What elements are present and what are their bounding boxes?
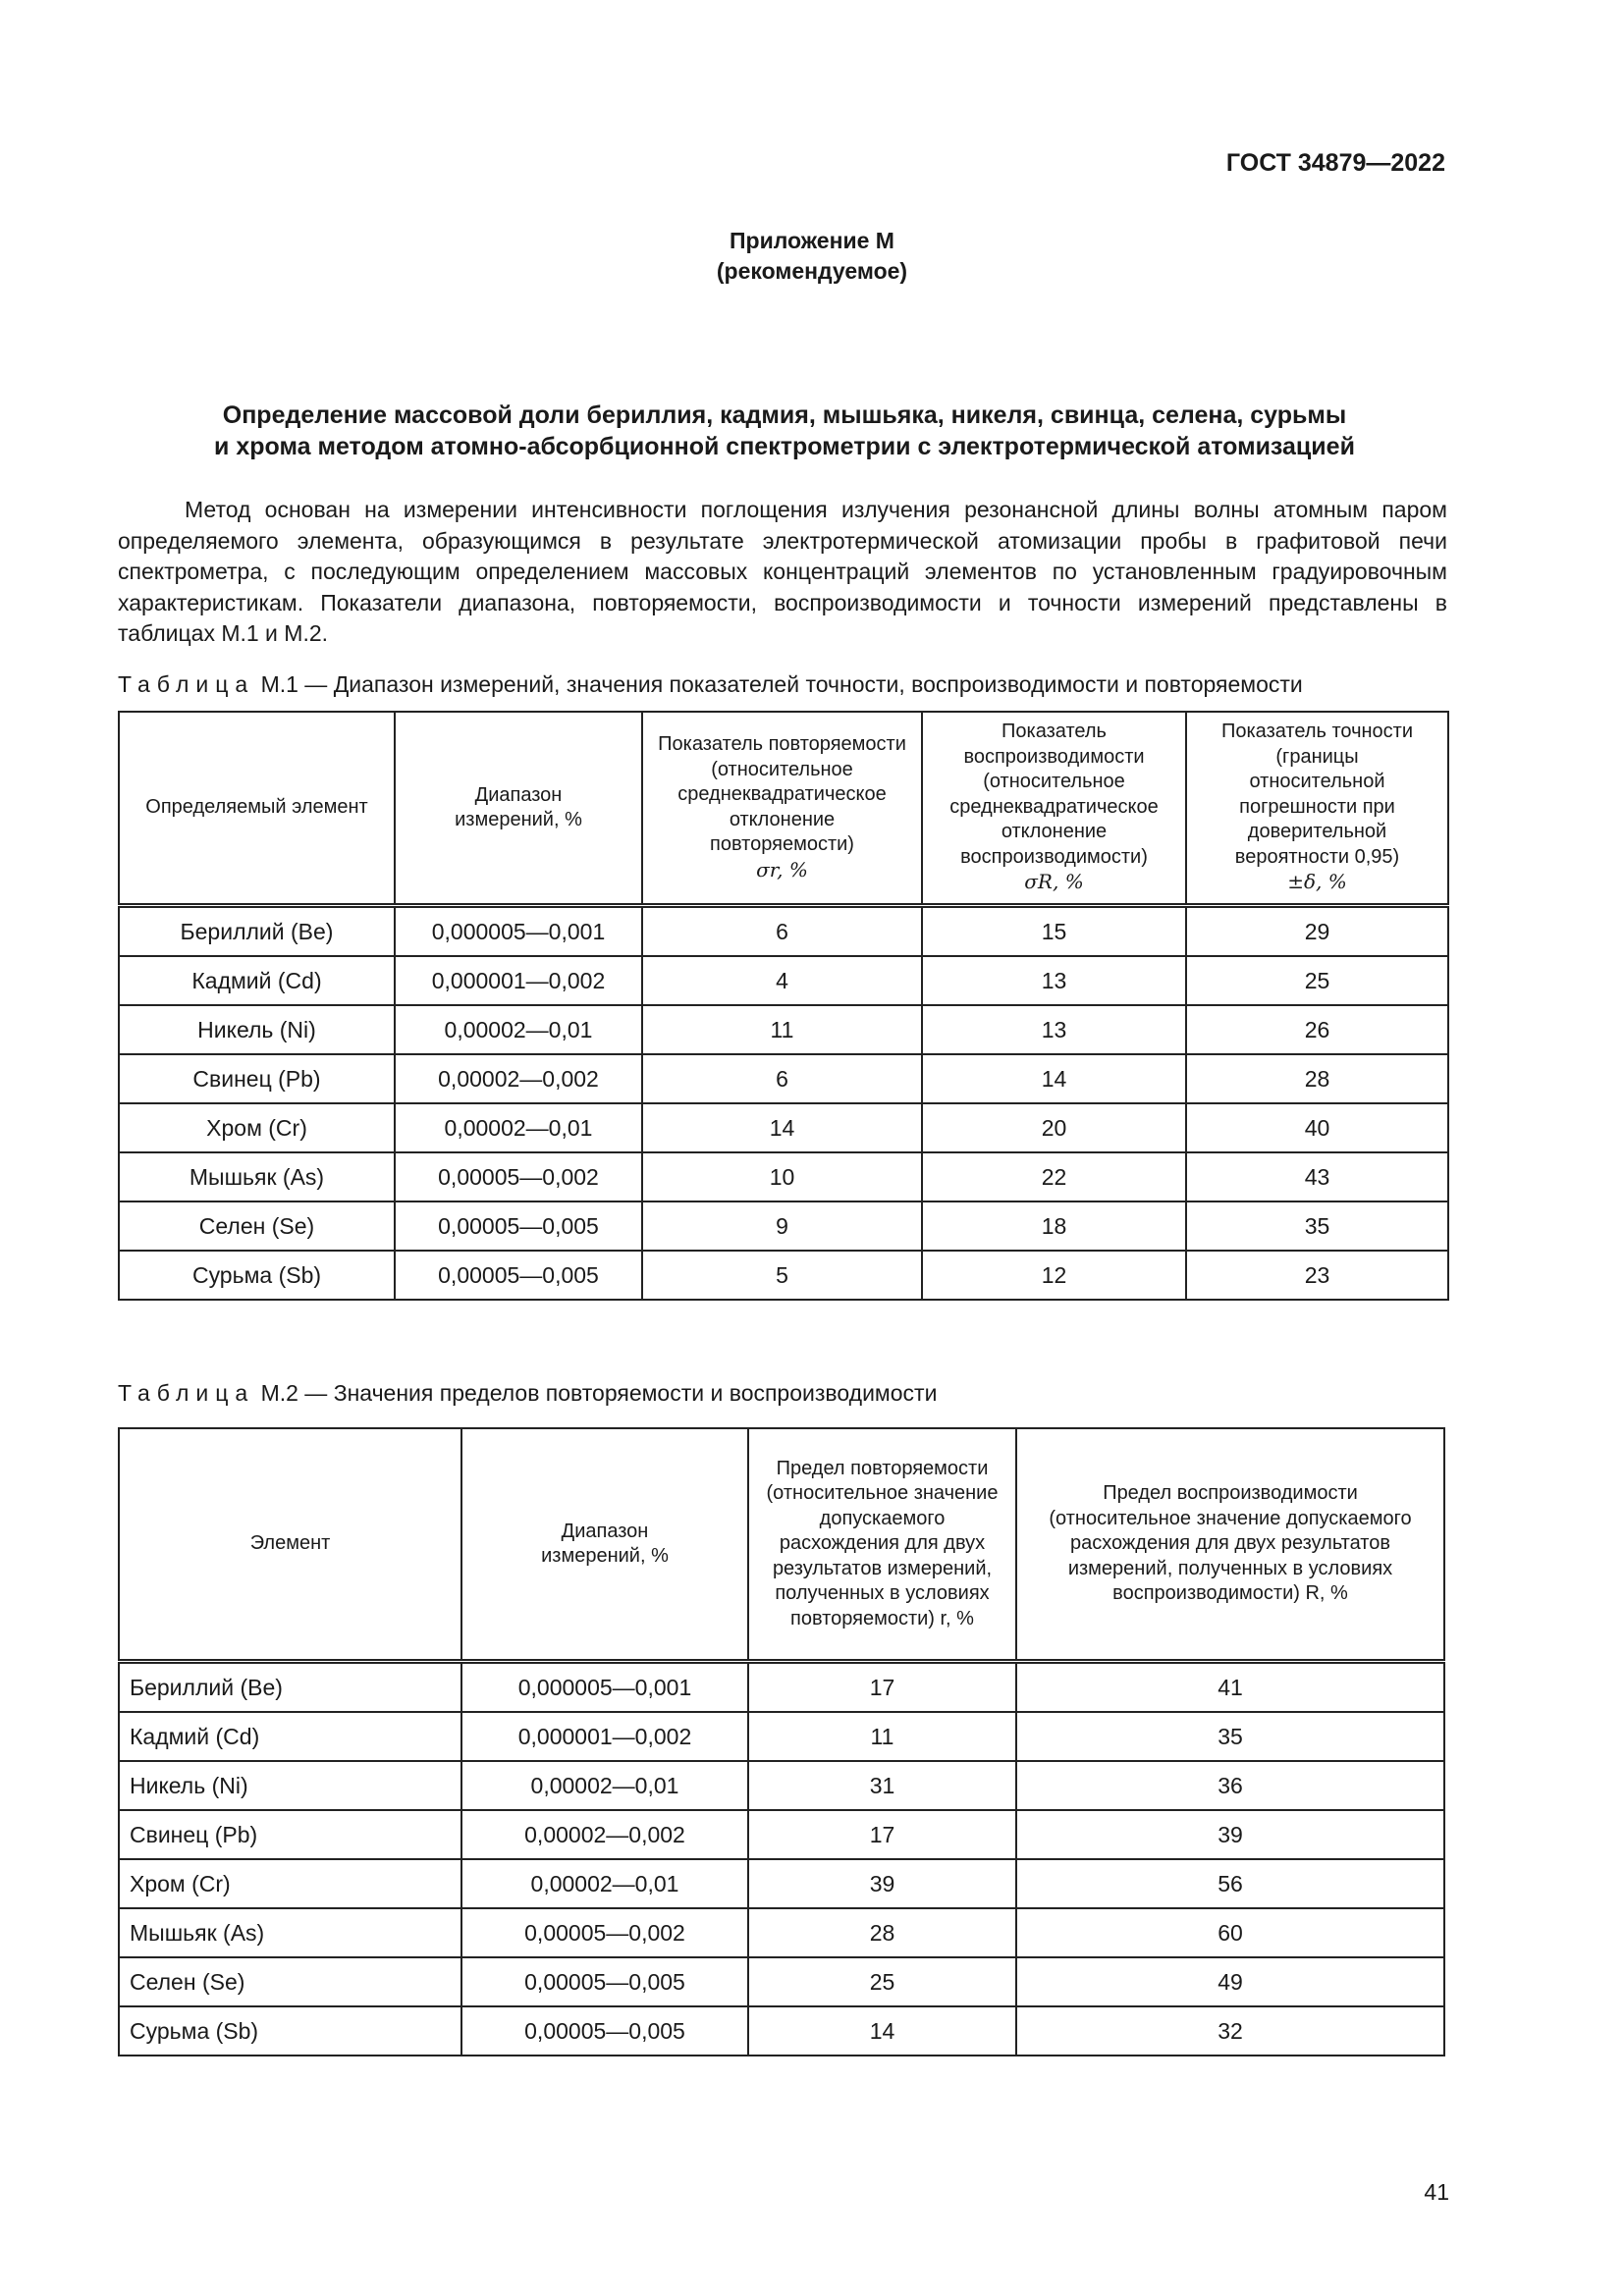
- table2-row: [119, 1957, 1444, 2006]
- table2-cell: Сурьма (Sb): [119, 2006, 461, 2056]
- table2-cell: 0,000005—0,001: [461, 1662, 748, 1713]
- table1-header-reproducibility: Показатель воспроизводимости (относительное среднеквадратическое отклонение воспроизводимости) σR, %: [922, 712, 1186, 906]
- table1-cell: 6: [642, 906, 922, 957]
- method-description: [118, 495, 1447, 650]
- table1-cell: Сурьма (Sb): [119, 1251, 395, 1300]
- table1-cell: 26: [1186, 1005, 1448, 1054]
- table1-cell: 0,000005—0,001: [395, 906, 642, 957]
- table2-header-repeatability-limit: Предел повторяемости (относительное значение допускаемого расхождения для двух результатов измерений, полученных в условиях повторяемости) r, %: [748, 1428, 1016, 1662]
- table2-cell: 41: [1016, 1662, 1444, 1713]
- table1-cell: 40: [1186, 1103, 1448, 1152]
- table2-cell: 28: [748, 1908, 1016, 1957]
- table2-cell: 17: [748, 1662, 1016, 1713]
- table2-cell: Свинец (Pb): [119, 1810, 461, 1859]
- appendix-label: Приложение М: [730, 228, 894, 253]
- table1-row: [119, 906, 1448, 957]
- table2-cell: 0,00005—0,005: [461, 2006, 748, 2056]
- table1-cell: 11: [642, 1005, 922, 1054]
- table2-cell: 25: [748, 1957, 1016, 2006]
- table1-cell: Мышьяк (As): [119, 1152, 395, 1201]
- table2-cell: 0,00002—0,01: [461, 1859, 748, 1908]
- table1-row: [119, 1251, 1448, 1300]
- table2-row: [119, 1761, 1444, 1810]
- table1-caption: [118, 671, 1303, 698]
- table1-cell: 14: [922, 1054, 1186, 1103]
- table2-cell: 35: [1016, 1712, 1444, 1761]
- table1-cell: Свинец (Pb): [119, 1054, 395, 1103]
- table1-cell: 25: [1186, 956, 1448, 1005]
- table1-cell: Кадмий (Cd): [119, 956, 395, 1005]
- section-title: [118, 400, 1451, 462]
- table2-cell: 60: [1016, 1908, 1444, 1957]
- table2-cell: 11: [748, 1712, 1016, 1761]
- table2-row: [119, 1712, 1444, 1761]
- table1-cell: Селен (Se): [119, 1201, 395, 1251]
- table1-cell: 0,00005—0,002: [395, 1152, 642, 1201]
- table1-cell: 0,00005—0,005: [395, 1201, 642, 1251]
- table2-cell: 0,000001—0,002: [461, 1712, 748, 1761]
- table1-cell: 22: [922, 1152, 1186, 1201]
- table1-cell: Никель (Ni): [119, 1005, 395, 1054]
- table1-cell: 0,00005—0,005: [395, 1251, 642, 1300]
- table1-row: [119, 1005, 1448, 1054]
- table1-cell: 12: [922, 1251, 1186, 1300]
- table2-cell: 0,00002—0,01: [461, 1761, 748, 1810]
- table2-row: [119, 2006, 1444, 2056]
- table1-row: [119, 1201, 1448, 1251]
- table2-cell: 14: [748, 2006, 1016, 2056]
- table2-caption-text: М.2 — Значения пределов повторяемости и воспроизводимости: [260, 1380, 938, 1406]
- table1-cell: 6: [642, 1054, 922, 1103]
- table1-row: [119, 1103, 1448, 1152]
- table1-cell: 29: [1186, 906, 1448, 957]
- table2-cell: Никель (Ni): [119, 1761, 461, 1810]
- table1-cell: 35: [1186, 1201, 1448, 1251]
- method-description-text: Метод основан на измерении интенсивности поглощения излучения резонансной длины волны атомным паром определяемого элемента, образующимся в результате электротермической атомизации пробы в графитовой печи спектрометра, с последующим определением массовых концентраций элементов по установленным градуировочным характеристикам. Показатели диапазона, повторяемости, воспроизводимости и точности измерений представлены в таблицах М.1 и М.2.: [118, 497, 1447, 646]
- table2-cell: 0,00002—0,002: [461, 1810, 748, 1859]
- table2-cell: 56: [1016, 1859, 1444, 1908]
- table1-header-row: [119, 712, 1448, 906]
- table2-cell: 39: [1016, 1810, 1444, 1859]
- table1-caption-word: Таблица: [118, 671, 255, 697]
- section-title-line-2: и хрома методом атомно-абсорбционной спектрометрии с электротермической атомизацией: [214, 433, 1355, 460]
- table2-cell: 49: [1016, 1957, 1444, 2006]
- document-code: ГОСТ 34879—2022: [1225, 149, 1445, 177]
- table1-header-range: Диапазон измерений, %: [395, 712, 642, 906]
- table1-cell: 43: [1186, 1152, 1448, 1201]
- section-title-line-1: Определение массовой доли бериллия, кадмия, мышьяка, никеля, свинца, селена, сурьмы: [222, 401, 1347, 429]
- table2-header-reproducibility-limit: Предел воспроизводимости (относительное значение допускаемого расхождения для двух результатов измерений, полученных в условиях воспроизводимости) R, %: [1016, 1428, 1444, 1662]
- table2-row: [119, 1859, 1444, 1908]
- table1-cell: 9: [642, 1201, 922, 1251]
- table1-cell: Бериллий (Be): [119, 906, 395, 957]
- table1-cell: 20: [922, 1103, 1186, 1152]
- table2-cell: 0,00005—0,002: [461, 1908, 748, 1957]
- table1-cell: 14: [642, 1103, 922, 1152]
- table1-row: [119, 1152, 1448, 1201]
- table2-cell: 31: [748, 1761, 1016, 1810]
- table2-cell: 39: [748, 1859, 1016, 1908]
- table2-caption: [118, 1380, 937, 1407]
- table2-cell: Хром (Cr): [119, 1859, 461, 1908]
- table2-cell: Кадмий (Cd): [119, 1712, 461, 1761]
- table1-cell: 23: [1186, 1251, 1448, 1300]
- table2-caption-word: Таблица: [118, 1380, 255, 1406]
- table1-cell: 0,00002—0,002: [395, 1054, 642, 1103]
- table2-cell: 36: [1016, 1761, 1444, 1810]
- table2-cell: Селен (Se): [119, 1957, 461, 2006]
- table1-cell: 15: [922, 906, 1186, 957]
- appendix-status: (рекомендуемое): [716, 258, 908, 284]
- table1-caption-text: М.1 — Диапазон измерений, значения показателей точности, воспроизводимости и повторяемости: [260, 671, 1303, 697]
- table2-header-range: Диапазон измерений, %: [461, 1428, 748, 1662]
- table2-cell: Мышьяк (As): [119, 1908, 461, 1957]
- table1-cell: 13: [922, 1005, 1186, 1054]
- table1-cell: 0,00002—0,01: [395, 1103, 642, 1152]
- table1-cell: 0,000001—0,002: [395, 956, 642, 1005]
- table1-cell: Хром (Cr): [119, 1103, 395, 1152]
- table2-header-element: Элемент: [119, 1428, 461, 1662]
- table-m2: [118, 1427, 1445, 2056]
- table1-cell: 28: [1186, 1054, 1448, 1103]
- table1-cell: 0,00002—0,01: [395, 1005, 642, 1054]
- table1-cell: 10: [642, 1152, 922, 1201]
- table2-row: [119, 1810, 1444, 1859]
- table1-cell: 18: [922, 1201, 1186, 1251]
- table1-row: [119, 956, 1448, 1005]
- page-number: 41: [1424, 2179, 1449, 2205]
- table-m1: [118, 711, 1449, 1301]
- table2-cell: 0,00005—0,005: [461, 1957, 748, 2006]
- table2-row: [119, 1662, 1444, 1713]
- table1-header-accuracy: Показатель точности (границы относительной погрешности при доверительной вероятности 0,95) ±δ, %: [1186, 712, 1448, 906]
- table2-cell: 17: [748, 1810, 1016, 1859]
- table1-cell: 13: [922, 956, 1186, 1005]
- table2-row: [119, 1908, 1444, 1957]
- table2-cell: 32: [1016, 2006, 1444, 2056]
- table1-cell: 5: [642, 1251, 922, 1300]
- table1-header-element: Определяемый элемент: [119, 712, 395, 906]
- table1-row: [119, 1054, 1448, 1103]
- table1-header-repeatability: Показатель повторяемости (относительное среднеквадратическое отклонение повторяемости) σr, %: [642, 712, 922, 906]
- table2-cell: Бериллий (Be): [119, 1662, 461, 1713]
- table2-header-row: [119, 1428, 1444, 1662]
- table1-cell: 4: [642, 956, 922, 1005]
